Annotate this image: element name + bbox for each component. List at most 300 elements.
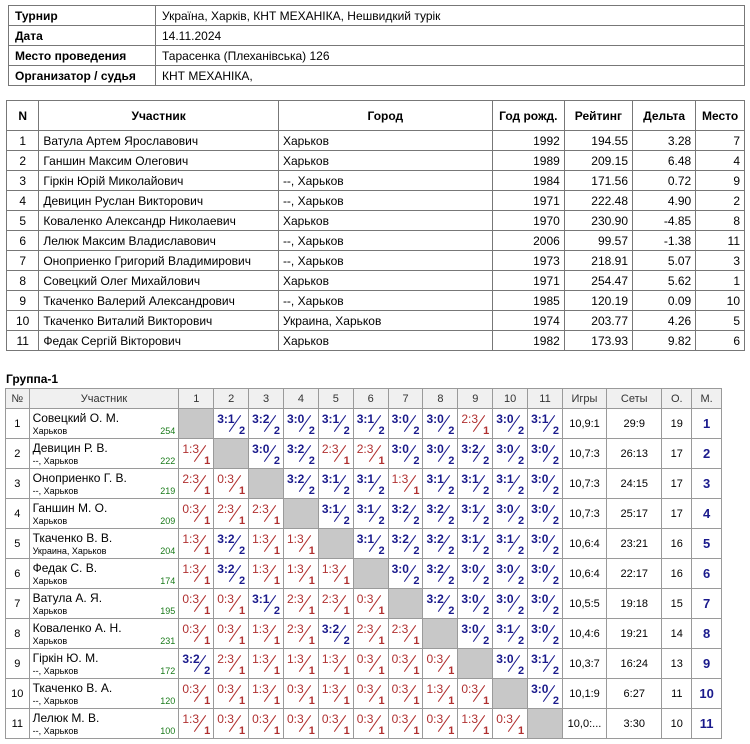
match-result-cell: [318, 619, 353, 649]
match-result-cell: [458, 469, 493, 499]
table-cell: 203.77: [564, 311, 632, 331]
match-points: 1: [204, 635, 211, 647]
match-result-cell: [214, 619, 249, 649]
final-place: 7: [692, 589, 722, 619]
match-points: 1: [343, 695, 350, 707]
final-place: 2: [692, 439, 722, 469]
match-result-cell: [528, 679, 563, 709]
match-points: 1: [204, 725, 211, 737]
match-points: 1: [204, 575, 211, 587]
match-points: 2: [378, 545, 385, 557]
participant-cell: [29, 469, 179, 499]
final-place: 4: [692, 499, 722, 529]
row-number: 10: [6, 679, 30, 709]
final-place: 8: [692, 619, 722, 649]
match-result-cell: [318, 649, 353, 679]
points-total: 11: [662, 679, 692, 709]
match-score: 3:0: [461, 592, 479, 606]
points-total: 16: [662, 529, 692, 559]
table-row: [7, 151, 745, 171]
match-result-cell: [388, 559, 423, 589]
match-result-cell: [458, 589, 493, 619]
table-cell: 1973: [492, 251, 564, 271]
grid-column-header: М.: [692, 389, 722, 409]
table-cell: 1982: [492, 331, 564, 351]
participant-cell: [29, 709, 179, 739]
match-result-cell: [458, 499, 493, 529]
match-result-cell: [458, 679, 493, 709]
table-cell: 6: [7, 231, 39, 251]
match-score: 1:3: [182, 712, 200, 726]
match-points: 2: [448, 515, 455, 527]
match-result-cell: [179, 469, 214, 499]
match-result-cell: [179, 589, 214, 619]
grid-row: [6, 709, 722, 739]
match-score: 1:3: [321, 562, 339, 576]
match-result-cell: [249, 709, 284, 739]
table-cell: 2: [7, 151, 39, 171]
match-result-cell: [214, 559, 249, 589]
match-result-cell: [249, 649, 284, 679]
match-points: 1: [238, 635, 246, 647]
match-score: 3:0: [531, 472, 549, 486]
diagonal-cell: [318, 529, 353, 559]
match-points: 2: [483, 605, 490, 617]
match-result-cell: [318, 679, 353, 709]
match-score: 3:2: [426, 502, 444, 516]
match-result-cell: [283, 679, 318, 709]
match-points: 2: [448, 485, 455, 497]
match-points: 1: [308, 695, 315, 707]
info-row: [9, 66, 745, 86]
match-points: 1: [378, 725, 385, 737]
match-result-cell: [283, 439, 318, 469]
match-points: 2: [552, 545, 559, 557]
row-number: 8: [6, 619, 30, 649]
match-result-cell: [283, 619, 318, 649]
participant-name: Ткаченко В. А.: [32, 681, 113, 695]
match-score: 0:3: [217, 712, 234, 726]
diagonal-cell: [388, 589, 423, 619]
match-result-cell: [318, 589, 353, 619]
match-score: 3:0: [496, 652, 514, 666]
grid-row: [6, 619, 722, 649]
match-points: 1: [448, 665, 455, 677]
match-score: 3:2: [217, 532, 235, 546]
grid-row: [6, 409, 722, 439]
row-number: 11: [6, 709, 30, 739]
participant-name: Девицин Р. В.: [32, 441, 108, 455]
match-score: 3:1: [321, 412, 340, 426]
participant-city: --, Харьков: [32, 456, 79, 466]
table-cell: 3: [7, 171, 39, 191]
participant-city: --, Харьков: [32, 696, 79, 706]
match-score: 3:1: [356, 502, 375, 516]
participant-rating: 219: [160, 486, 176, 496]
participant-rating: 172: [160, 666, 176, 676]
match-score: 3:0: [531, 502, 549, 516]
column-header: Город: [278, 101, 492, 131]
grid-row: [6, 589, 722, 619]
match-result-cell: [214, 529, 249, 559]
participant-rating: 174: [160, 576, 176, 586]
match-score: 1:3: [461, 712, 479, 726]
match-score: 3:0: [426, 412, 444, 426]
sets-total: 19:18: [607, 589, 662, 619]
match-result-cell: [318, 439, 353, 469]
points-total: 17: [662, 439, 692, 469]
diagonal-cell: [458, 649, 493, 679]
match-score: 2:3: [356, 442, 374, 456]
points-total: 17: [662, 499, 692, 529]
grid-column-header: №: [6, 389, 30, 409]
match-result-cell: [423, 679, 458, 709]
match-score: 2:3: [182, 472, 200, 486]
table-cell: 254.47: [564, 271, 632, 291]
games-total: 10,5:5: [562, 589, 606, 619]
table-cell: 222.48: [564, 191, 632, 211]
match-score: 3:2: [426, 562, 444, 576]
match-score: 0:3: [391, 712, 409, 726]
points-total: 16: [662, 559, 692, 589]
match-score: 3:1: [356, 412, 375, 426]
grid-column-header: 7: [388, 389, 423, 409]
match-result-cell: [388, 649, 423, 679]
match-result-cell: [353, 709, 388, 739]
match-points: 1: [378, 665, 385, 677]
match-result-cell: [353, 619, 388, 649]
match-result-cell: [249, 499, 284, 529]
match-score: 3:2: [217, 562, 235, 576]
match-score: 2:3: [321, 442, 339, 456]
match-score: 3:1: [461, 532, 479, 546]
grid-row: [6, 469, 722, 499]
table-cell: 1984: [492, 171, 564, 191]
match-points: 1: [273, 665, 280, 677]
match-points: 1: [413, 725, 420, 737]
match-points: 2: [308, 455, 315, 467]
match-result-cell: [283, 649, 318, 679]
match-points: 2: [238, 575, 246, 587]
participant-rating: 100: [160, 726, 176, 736]
match-score: 3:2: [286, 442, 305, 456]
match-score: 0:3: [252, 712, 269, 726]
match-result-cell: [388, 469, 423, 499]
match-score: 1:3: [182, 532, 200, 546]
column-header: Дельта: [633, 101, 696, 131]
match-points: 2: [517, 665, 525, 677]
grid-column-header: 4: [283, 389, 318, 409]
grid-column-header: 11: [528, 389, 563, 409]
match-points: 2: [517, 425, 525, 437]
row-number: 6: [6, 559, 30, 589]
sets-total: 19:21: [607, 619, 662, 649]
row-number: 3: [6, 469, 30, 499]
match-result-cell: [318, 559, 353, 589]
table-cell: Харьков: [278, 151, 492, 171]
match-result-cell: [283, 559, 318, 589]
match-points: 2: [517, 545, 525, 557]
match-score: 1:3: [286, 652, 304, 666]
match-score: 3:0: [531, 592, 549, 606]
match-points: 1: [308, 605, 315, 617]
match-points: 2: [413, 575, 420, 587]
table-cell: 10: [696, 291, 745, 311]
games-total: 10,7:3: [562, 439, 606, 469]
match-result-cell: [214, 499, 249, 529]
match-points: 1: [378, 605, 385, 617]
match-result-cell: [249, 439, 284, 469]
match-score: 2:3: [321, 592, 339, 606]
participant-city: Харьков: [32, 426, 68, 436]
table-cell: Ватула Артем Ярославович: [39, 131, 279, 151]
match-score: 1:3: [286, 562, 304, 576]
match-points: 1: [483, 725, 490, 737]
info-value: КНТ МЕХАНІКА,: [156, 66, 745, 86]
column-header: Участник: [39, 101, 279, 131]
match-score: 0:3: [182, 592, 200, 606]
diagonal-cell: [528, 709, 563, 739]
grid-column-header: Сеты: [607, 389, 662, 409]
table-cell: Гіркін Юрій Миколайович: [39, 171, 279, 191]
table-cell: 1971: [492, 271, 564, 291]
match-score: 3:0: [531, 562, 549, 576]
match-score: 1:3: [182, 442, 200, 456]
table-cell: 4.90: [633, 191, 696, 211]
match-points: 1: [308, 725, 315, 737]
match-score: 3:2: [321, 622, 340, 636]
match-score: 3:1: [356, 532, 375, 546]
points-total: 14: [662, 619, 692, 649]
match-result-cell: [353, 499, 388, 529]
match-points: 1: [204, 455, 211, 467]
participant-name: Ганшин М. О.: [32, 501, 108, 515]
match-points: 1: [343, 665, 350, 677]
match-score: 0:3: [182, 502, 200, 516]
match-points: 1: [204, 515, 211, 527]
participant-city: Харьков: [32, 516, 68, 526]
match-points: 1: [413, 485, 420, 497]
match-score: 2:3: [286, 622, 304, 636]
participant-rating: 209: [160, 516, 176, 526]
match-points: 2: [343, 485, 350, 497]
participant-cell: [29, 439, 179, 469]
row-number: 9: [6, 649, 30, 679]
match-result-cell: [528, 619, 563, 649]
participant-name: Федак С. В.: [32, 561, 98, 575]
match-result-cell: [493, 649, 528, 679]
match-score: 0:3: [461, 682, 479, 696]
games-total: 10,7:3: [562, 499, 606, 529]
match-points: 2: [552, 695, 559, 707]
points-total: 10: [662, 709, 692, 739]
participant-city: Украина, Харьков: [32, 546, 107, 556]
info-row: [9, 6, 745, 26]
match-result-cell: [353, 409, 388, 439]
table-cell: 1971: [492, 191, 564, 211]
grid-column-header: 5: [318, 389, 353, 409]
match-points: 2: [517, 575, 525, 587]
match-score: 1:3: [286, 532, 304, 546]
grid-column-header: 6: [353, 389, 388, 409]
participant-rating: 231: [160, 636, 176, 646]
table-cell: 0.72: [633, 171, 696, 191]
match-score: 1:3: [252, 562, 269, 576]
match-points: 1: [483, 695, 490, 707]
match-points: 1: [448, 725, 455, 737]
table-row: [7, 131, 745, 151]
match-points: 1: [238, 485, 246, 497]
match-points: 2: [343, 515, 350, 527]
participant-name: Лелюк М. В.: [32, 711, 100, 725]
table-cell: 1992: [492, 131, 564, 151]
match-score: 3:2: [286, 472, 305, 486]
info-value: Україна, Харків, КНТ МЕХАНІКА, Нешвидкий турік: [156, 6, 745, 26]
row-number: 1: [6, 409, 30, 439]
diagonal-cell: [249, 469, 284, 499]
row-number: 5: [6, 529, 30, 559]
grid-column-header: 9: [458, 389, 493, 409]
match-points: 2: [483, 575, 490, 587]
match-points: 1: [413, 665, 420, 677]
participant-rating: 204: [160, 546, 176, 556]
match-score: 3:2: [391, 532, 409, 546]
match-result-cell: [353, 529, 388, 559]
table-cell: 171.56: [564, 171, 632, 191]
match-result-cell: [179, 499, 214, 529]
match-result-cell: [249, 559, 284, 589]
match-result-cell: [493, 499, 528, 529]
match-result-cell: [423, 499, 458, 529]
match-score: 0:3: [356, 592, 374, 606]
match-score: 3:2: [426, 532, 444, 546]
participant-cell: [29, 589, 179, 619]
table-cell: 3: [696, 251, 745, 271]
match-points: 2: [483, 515, 490, 527]
match-points: 1: [238, 605, 246, 617]
table-cell: 6: [696, 331, 745, 351]
match-result-cell: [458, 619, 493, 649]
final-place: 6: [692, 559, 722, 589]
final-place: 3: [692, 469, 722, 499]
participant-name: Гіркін Ю. М.: [32, 651, 99, 665]
match-points: 1: [308, 545, 315, 557]
participant-city: --, Харьков: [32, 486, 79, 496]
table-cell: 5.62: [633, 271, 696, 291]
match-score: 3:1: [496, 532, 514, 546]
table-cell: Оноприенко Григорий Владимирович: [39, 251, 279, 271]
table-cell: 1: [7, 131, 39, 151]
match-result-cell: [423, 409, 458, 439]
match-result-cell: [388, 499, 423, 529]
match-score: 3:2: [461, 442, 479, 456]
match-result-cell: [179, 439, 214, 469]
match-points: 2: [517, 635, 525, 647]
match-result-cell: [388, 409, 423, 439]
match-score: 0:3: [356, 682, 374, 696]
sets-total: 24:15: [607, 469, 662, 499]
match-result-cell: [353, 439, 388, 469]
participant-rating: 195: [160, 606, 176, 616]
match-result-cell: [318, 409, 353, 439]
sets-total: 16:24: [607, 649, 662, 679]
match-score: 3:0: [461, 622, 479, 636]
column-header: N: [7, 101, 39, 131]
match-result-cell: [353, 649, 388, 679]
participant-name: Ткаченко В. В.: [32, 531, 113, 545]
match-score: 3:1: [461, 502, 479, 516]
match-points: 2: [378, 485, 385, 497]
match-points: 1: [413, 635, 420, 647]
match-points: 2: [273, 425, 280, 437]
match-score: 1:3: [252, 622, 269, 636]
info-label: Дата: [9, 26, 156, 46]
match-points: 1: [273, 695, 280, 707]
diagonal-cell: [493, 679, 528, 709]
info-row: [9, 46, 745, 66]
match-score: 3:1: [496, 622, 514, 636]
table-row: [7, 211, 745, 231]
sets-total: 26:13: [607, 439, 662, 469]
table-cell: -1.38: [633, 231, 696, 251]
match-score: 0:3: [356, 712, 374, 726]
match-result-cell: [528, 589, 563, 619]
table-cell: --, Харьков: [278, 191, 492, 211]
table-cell: --, Харьков: [278, 251, 492, 271]
match-points: 1: [378, 455, 385, 467]
match-score: 3:0: [531, 442, 549, 456]
match-result-cell: [423, 559, 458, 589]
table-cell: 4: [696, 151, 745, 171]
match-result-cell: [388, 439, 423, 469]
match-result-cell: [493, 619, 528, 649]
match-points: 2: [483, 455, 490, 467]
match-score: 2:3: [217, 502, 234, 516]
match-score: 3:0: [391, 412, 409, 426]
match-score: 2:3: [286, 592, 304, 606]
match-points: 1: [308, 635, 315, 647]
final-place: 10: [692, 679, 722, 709]
match-score: 2:3: [391, 622, 409, 636]
match-result-cell: [214, 709, 249, 739]
table-cell: 5.07: [633, 251, 696, 271]
grid-column-header: 2: [214, 389, 249, 409]
table-cell: 7: [696, 131, 745, 151]
participant-cell: [29, 499, 179, 529]
match-points: 1: [204, 605, 211, 617]
sets-total: 29:9: [607, 409, 662, 439]
match-result-cell: [493, 589, 528, 619]
match-points: 2: [238, 545, 246, 557]
match-result-cell: [283, 469, 318, 499]
match-score: 3:0: [391, 562, 409, 576]
diagonal-cell: [353, 559, 388, 589]
table-cell: 4: [7, 191, 39, 211]
match-result-cell: [528, 559, 563, 589]
grid-column-header: О.: [662, 389, 692, 409]
match-points: 1: [343, 725, 350, 737]
match-points: 2: [552, 425, 559, 437]
match-result-cell: [388, 529, 423, 559]
table-cell: 1970: [492, 211, 564, 231]
match-result-cell: [528, 469, 563, 499]
info-value: Тарасенка (Плеханівська) 126: [156, 46, 745, 66]
match-points: 2: [448, 425, 455, 437]
match-points: 2: [552, 455, 559, 467]
grid-column-header: 3: [249, 389, 284, 409]
match-points: 2: [238, 425, 246, 437]
match-result-cell: [423, 529, 458, 559]
